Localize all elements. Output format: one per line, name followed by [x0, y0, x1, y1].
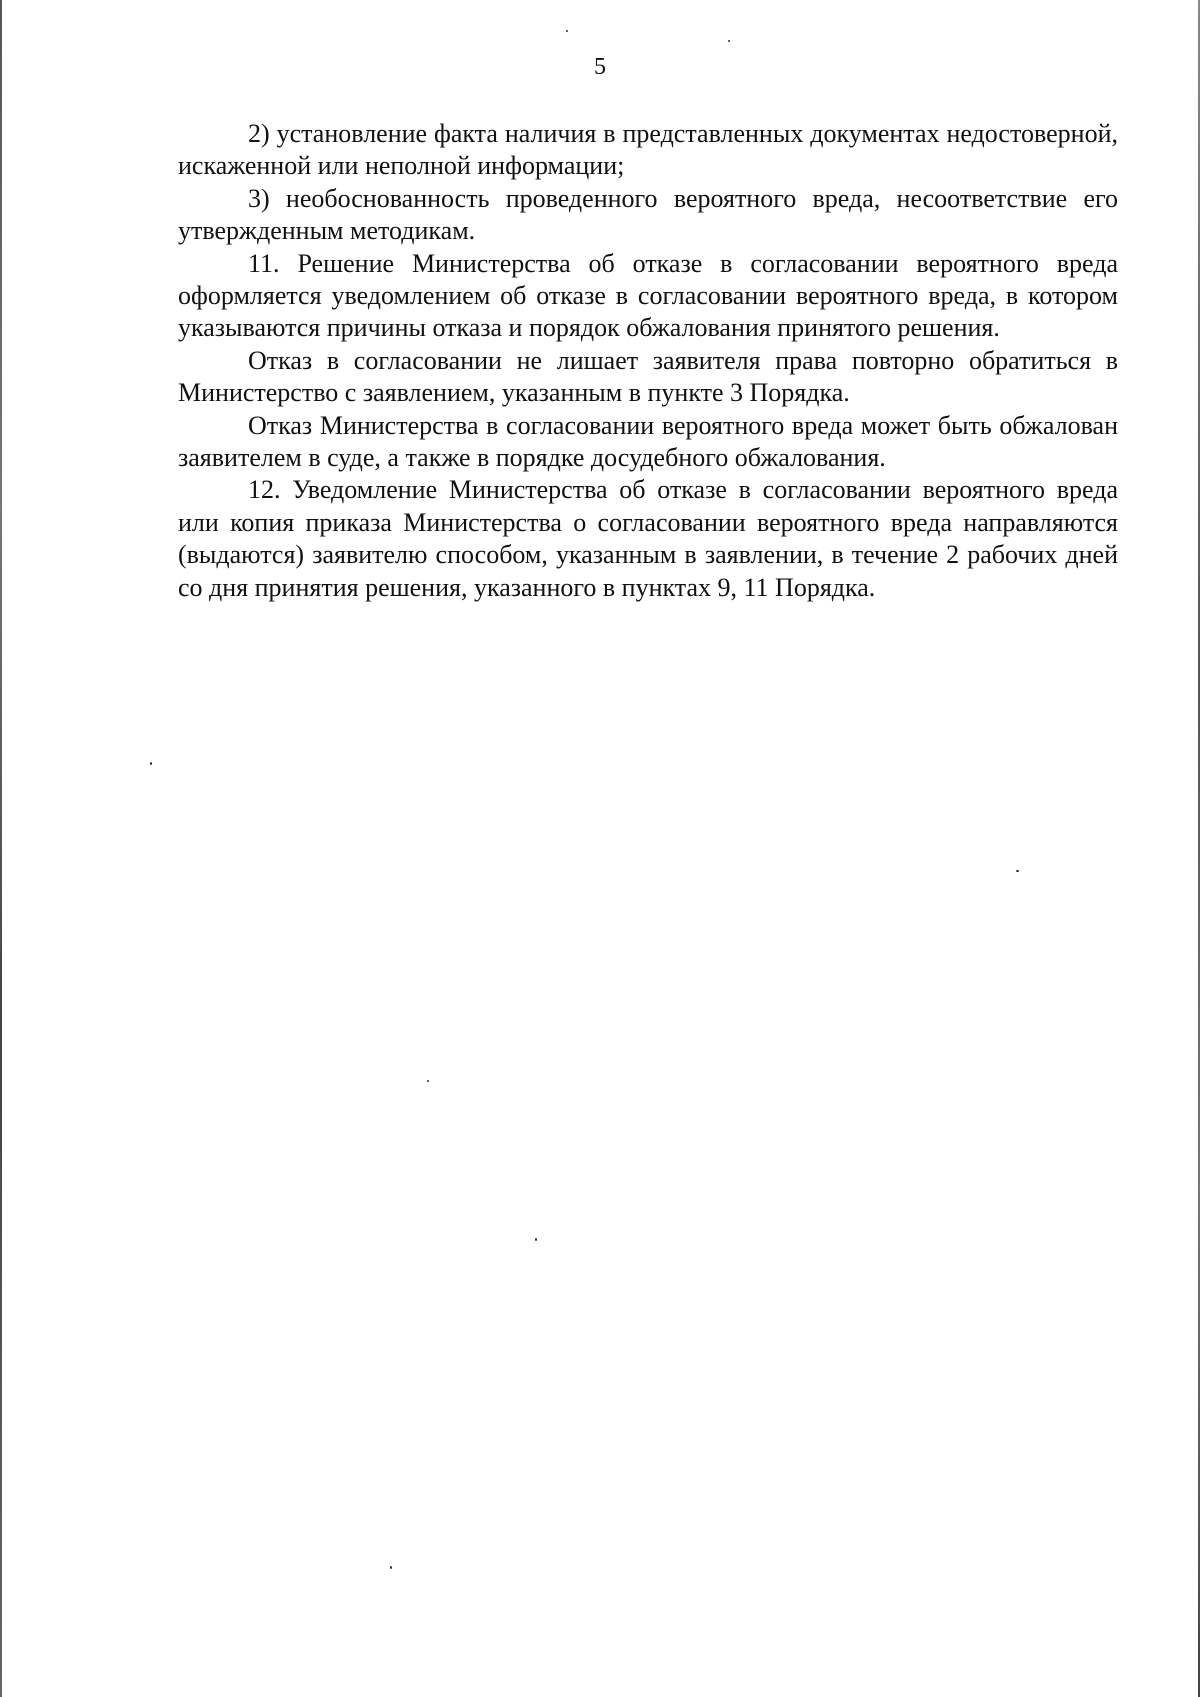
document-body	[178, 118, 1118, 604]
page-number	[0, 54, 1200, 81]
paragraph-refusal-appeal: Отказ Министерства в согласовании вероятного вреда может быть обжалован заявителем в суде, а также в порядке досудебного обжалования.	[178, 410, 1118, 473]
paragraph-refusal-right: Отказ в согласовании не лишает заявителя права повторно обратиться в Министерство с заявлением, указанным в пункте 3 Порядка.	[178, 345, 1118, 408]
scan-speck	[1016, 870, 1019, 872]
paragraph-clause-11: 11. Решение Министерства об отказе в согласовании вероятного вреда оформляется уведомлением об отказе в согласовании вероятного вреда, в котором указываются причины отказа и порядок обжалования принятого решения.	[178, 248, 1118, 343]
paragraph-item-3: 3) необоснованность проведенного вероятного вреда, несоответствие его утвержденным методикам.	[178, 183, 1118, 246]
paragraph-item-2: 2) установление факта наличия в представленных документах недостоверной, искаженной или неполной информации;	[178, 119, 1118, 181]
scan-speck	[728, 40, 730, 42]
scan-edge-left	[0, 0, 2, 1697]
scan-speck	[566, 30, 568, 32]
scan-speck	[390, 1566, 392, 1569]
scan-speck	[535, 1238, 537, 1241]
scan-speck	[427, 1080, 429, 1082]
page-number-text: 5	[594, 54, 606, 80]
scan-speck	[150, 762, 152, 765]
paragraph-clause-12: 12. Уведомление Министерства об отказе в согласовании вероятного вреда или копия приказа Министерства о согласовании вероятного вреда направляются (выдаются) заявителю способом, указанным в заявлении, в течение 2 рабочих дней со дня принятия решения, указанного в пунктах 9, 11 Порядка.	[178, 475, 1118, 602]
